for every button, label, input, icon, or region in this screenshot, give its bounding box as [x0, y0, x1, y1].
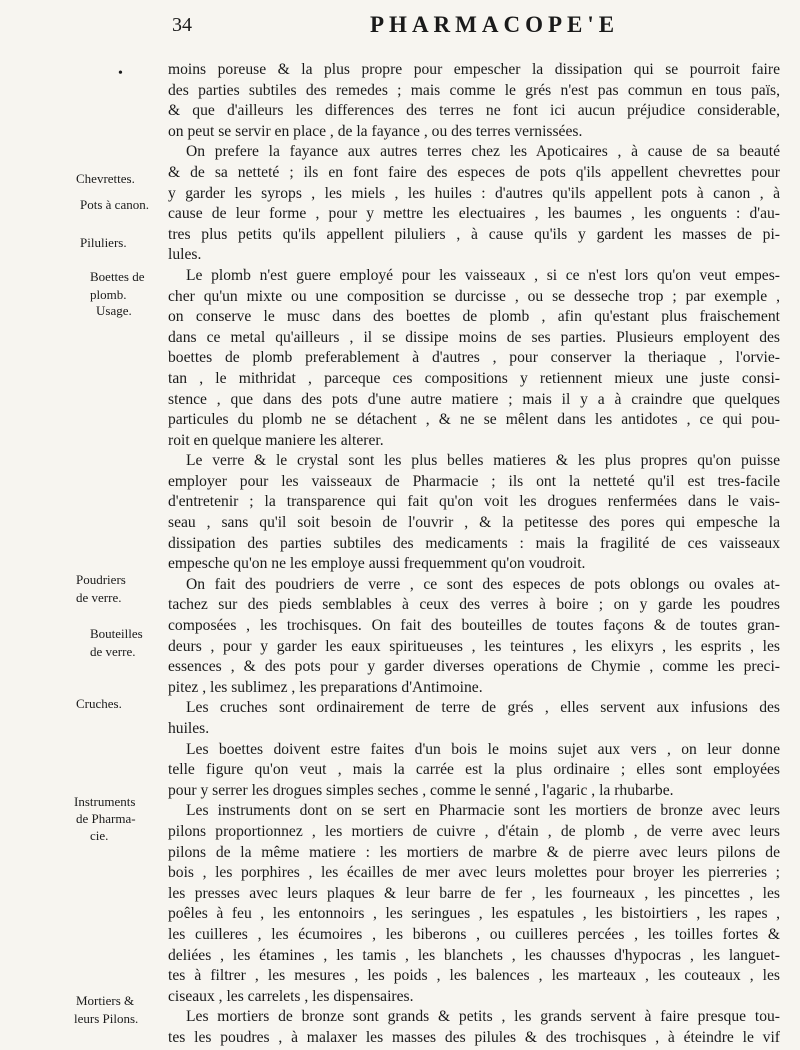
text-line: & de sa netteté ; ils en font faire des especes de pots q'ils appellent chevrettes pour	[168, 163, 780, 181]
margin-note: cie.	[90, 828, 109, 843]
text-line: cher qu'un mixte ou une composition se durcisse , ou se desseche trop ; par exemple ,	[168, 287, 780, 305]
margin-note: de verre.	[76, 590, 122, 605]
text-line: Les instruments dont on se sert en Pharmacie sont les mortiers de bronze avec leurs	[186, 802, 780, 820]
text-line: moins poreuse & la plus propre pour empescher la dissipation qui se pourroit faire	[168, 61, 780, 78]
text-line: deurs , pour y garder les eaux spiritueuses , les teintures , les elixyrs , les esprits , les	[168, 637, 780, 655]
text-line: particules du plomb ne se détachent , & ne se mêlent dans les antidotes , ce qui pou-	[168, 411, 780, 429]
margin-note: de verre.	[90, 644, 136, 659]
text-line: pilons de la même matiere : les mortiers de marbre & de pierre avec leurs pilons de	[168, 843, 780, 861]
text-line: tres plus petits qu'ils appellent piluliers , à cause qu'ils y gardent les masses de pi-	[168, 225, 780, 243]
text-line: stence , que dans des pots d'une autre matiere ; mais il y a à craindre que quelques	[168, 390, 780, 408]
text-line: on peut se servir en place , de la fayance , ou des terres vernissées.	[168, 122, 583, 140]
margin-note: Poudriers	[76, 572, 126, 587]
text-line: Le verre & le crystal sont les plus belles matieres & les plus propres qu'on puisse	[186, 452, 780, 470]
text-line: roit en quelque maniere les alterer.	[168, 431, 384, 449]
margin-note: Piluliers.	[80, 235, 127, 250]
text-line: composées , les trochisques. On fait des bouteilles de toutes façons & de toutes gran-	[168, 617, 780, 635]
margin-note: plomb.	[90, 287, 127, 302]
text-line: On prefere la fayance aux autres terres chez les Apoticaires , à cause de sa beauté	[186, 143, 780, 161]
text-line: dans ce metal qu'ailleurs , il se dissipe moins de ses parties. Plusieurs employent des	[168, 328, 780, 346]
text-line: pilons proportionnez , les mortiers de cuivre , d'étain , de plomb , de verre avec leurs	[168, 822, 780, 840]
text-line: deliées , les étamines , les tamis , les blanchets , les chausses d'hypocras , les languet-	[168, 946, 780, 964]
margin-mark: •	[118, 66, 123, 81]
text-line: on conserve le musc dans des boettes de plomb , afin qu'estant plus fraischement	[168, 308, 780, 326]
text-line: tes à filtrer , les mesures , les poids , les balences , les marteaux , les couteaux , les	[168, 967, 780, 985]
text-line: cause de leur forme , pour y mettre les electuaires , les baumes , les onguents : d'au-	[168, 205, 780, 223]
margin-note: Boettes de	[90, 269, 145, 284]
page-number: 34	[172, 14, 192, 36]
margin-note: Instruments	[74, 794, 136, 809]
text-line: boettes de plomb preferablement à d'autres , pour conserver la theriaque , l'orvie-	[168, 349, 780, 367]
running-title: PHARMACOPE'E	[370, 12, 620, 37]
text-line: employer pour les vaisseaux de Pharmacie ; ils ont la netteté qu'il est tres-facile	[168, 472, 780, 490]
text-line: essences , & des pots pour y garder diverses operations de Chymie , comme les preci-	[168, 658, 780, 676]
margin-note: leurs Pilons.	[74, 1011, 139, 1026]
text-line: telle figure qu'on veut , mais la carrée est la plus ordinaire ; elles sont employées	[168, 761, 780, 779]
text-line: tes les poudres , à malaxer les masses des pilules & des trochisques , à éteindre le vif	[168, 1028, 780, 1046]
text-line: pitez , les sublimez , les preparations d'Antimoine.	[168, 678, 483, 696]
text-line: seau , sans qu'il soit besoin de l'ouvrir , & la petitesse des pores qui empesche la	[168, 514, 780, 532]
margin-note: Bouteilles	[90, 626, 143, 641]
text-line: lules.	[168, 246, 202, 264]
text-line: d'entretenir ; la transparence qui fait qu'on voit les drogues renfermées dans le vais-	[168, 493, 780, 511]
text-line: dissipation des parties subtiles des medicaments : mais la fragilité de ces vaisseaux	[168, 534, 780, 552]
text-line: tan , le mithridat , parceque ces compositions y retiennent mieux une juste consi-	[168, 369, 780, 387]
text-line: bois , les porphires , les écailles de mer avec leurs molettes pour broyer les pierreries ;	[168, 864, 780, 882]
text-line: huiles.	[168, 720, 210, 737]
margin-note: Mortiers &	[76, 993, 135, 1008]
margin-note: Cruches.	[76, 696, 122, 711]
margin-notes	[0, 0, 165, 1050]
text-line: les cuilleres , les écumoires , les biberons , ou cuilleres percées , les toilles fortes &	[168, 925, 780, 943]
text-line: poêles à feu , les entonnoirs , les seringues , les espatules , les bistoirtiers , les rapes ,	[168, 905, 780, 923]
text-line: tachez sur des pieds semblables à ceux des verres à boire ; on y garde les poudres	[168, 596, 780, 614]
text-line: ciseaux , les carrelets , les dispensaires.	[168, 987, 414, 1005]
text-line: Les boettes doivent estre faites d'un bois le moins sujet aux vers , on leur donne	[186, 740, 780, 758]
text-line: Le plomb n'est guere employé pour les vaisseaux , si ce n'est lors qu'on veut empes-	[186, 266, 780, 284]
text-line: y garder les syrops , les miels , les huiles : d'autres qu'ils appellent pots à canon , à	[168, 184, 780, 202]
margin-note: Chevrettes.	[76, 171, 135, 186]
text-line: On fait des poudriers de verre , ce sont des especes de pots oblongs ou ovales at-	[186, 575, 780, 593]
text-line: des parties subtiles des remedes ; mais comme le grés n'est pas commun en tous païs,	[168, 81, 780, 99]
margin-note: de Pharma-	[76, 811, 136, 826]
text-line: Les mortiers de bronze sont grands & petits , les grands servent à faire presque tou-	[186, 1008, 780, 1026]
text-line: empesche qu'on ne les employe aussi frequemment qu'on voudroit.	[168, 555, 586, 573]
body-text	[168, 60, 780, 1049]
margin-note: Usage.	[96, 303, 132, 318]
text-line: & que d'ailleurs les differences des terres ne font ici aucun préjudice considerable,	[168, 102, 780, 120]
text-line: les presses avec leurs plaques & leur barre de fer , les fourneaux , les pincettes , les	[168, 884, 780, 902]
margin-note: Pots à canon.	[80, 197, 149, 212]
text-line: Les cruches sont ordinairement de terre de grés , elles servent aux infusions des	[186, 699, 780, 717]
text-line: pour y serrer les drogues simples seches , comme le senné , l'agaric , la rhubarbe.	[168, 781, 674, 799]
